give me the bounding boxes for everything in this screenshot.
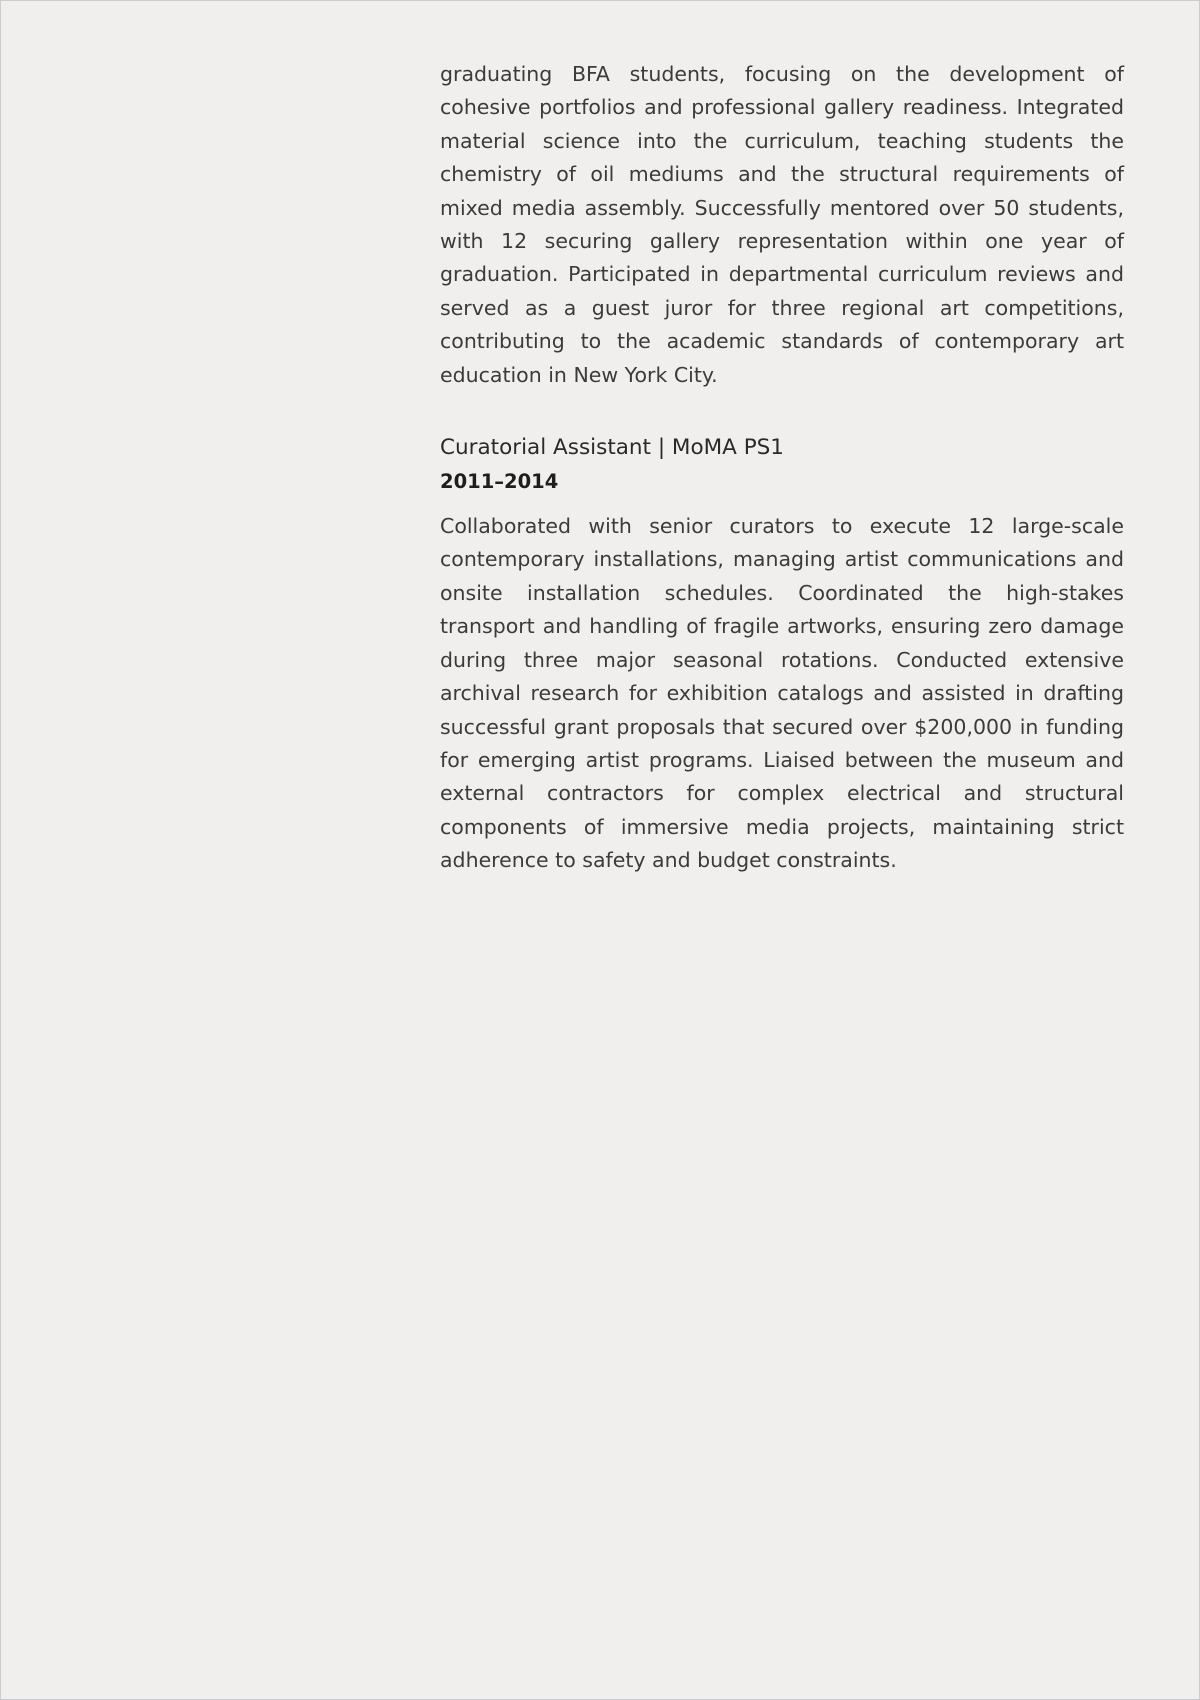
job-title: Curatorial Assistant | MoMA PS1 xyxy=(440,435,784,461)
job-dates: 2011–2014 xyxy=(440,470,559,494)
previous-role-description: graduating BFA students, focusing on the development of cohesive portfolios and professional gallery readiness. Integrated material science into the curriculum, teaching students the chemistry of oil mediums and the structural requirements of mixed media assembly. Successfully mentored over 50 students, with 12 securing gallery representation within one year of graduation. Participated in departmental curriculum reviews and served as a guest juror for three regional art competitions, contributing to the academic standards of contemporary art education in New York City. xyxy=(440,62,1124,387)
experience-entry xyxy=(440,433,1124,877)
job-description: Collaborated with senior curators to execute 12 large-scale contemporary installations, managing artist communications and onsite installation schedules. Coordinated the high-stakes transport and handling of fragile artworks, ensuring zero damage during three major seasonal rotations. Conducted extensive archival research for exhibition catalogs and assisted in drafting successful grant proposals that secured over $200,000 in funding for emerging artist programs. Liaised between the museum and external contractors for complex electrical and structural components of immersive media projects, maintaining strict adherence to safety and budget constraints. xyxy=(440,514,1124,873)
experience-column xyxy=(440,58,1124,878)
